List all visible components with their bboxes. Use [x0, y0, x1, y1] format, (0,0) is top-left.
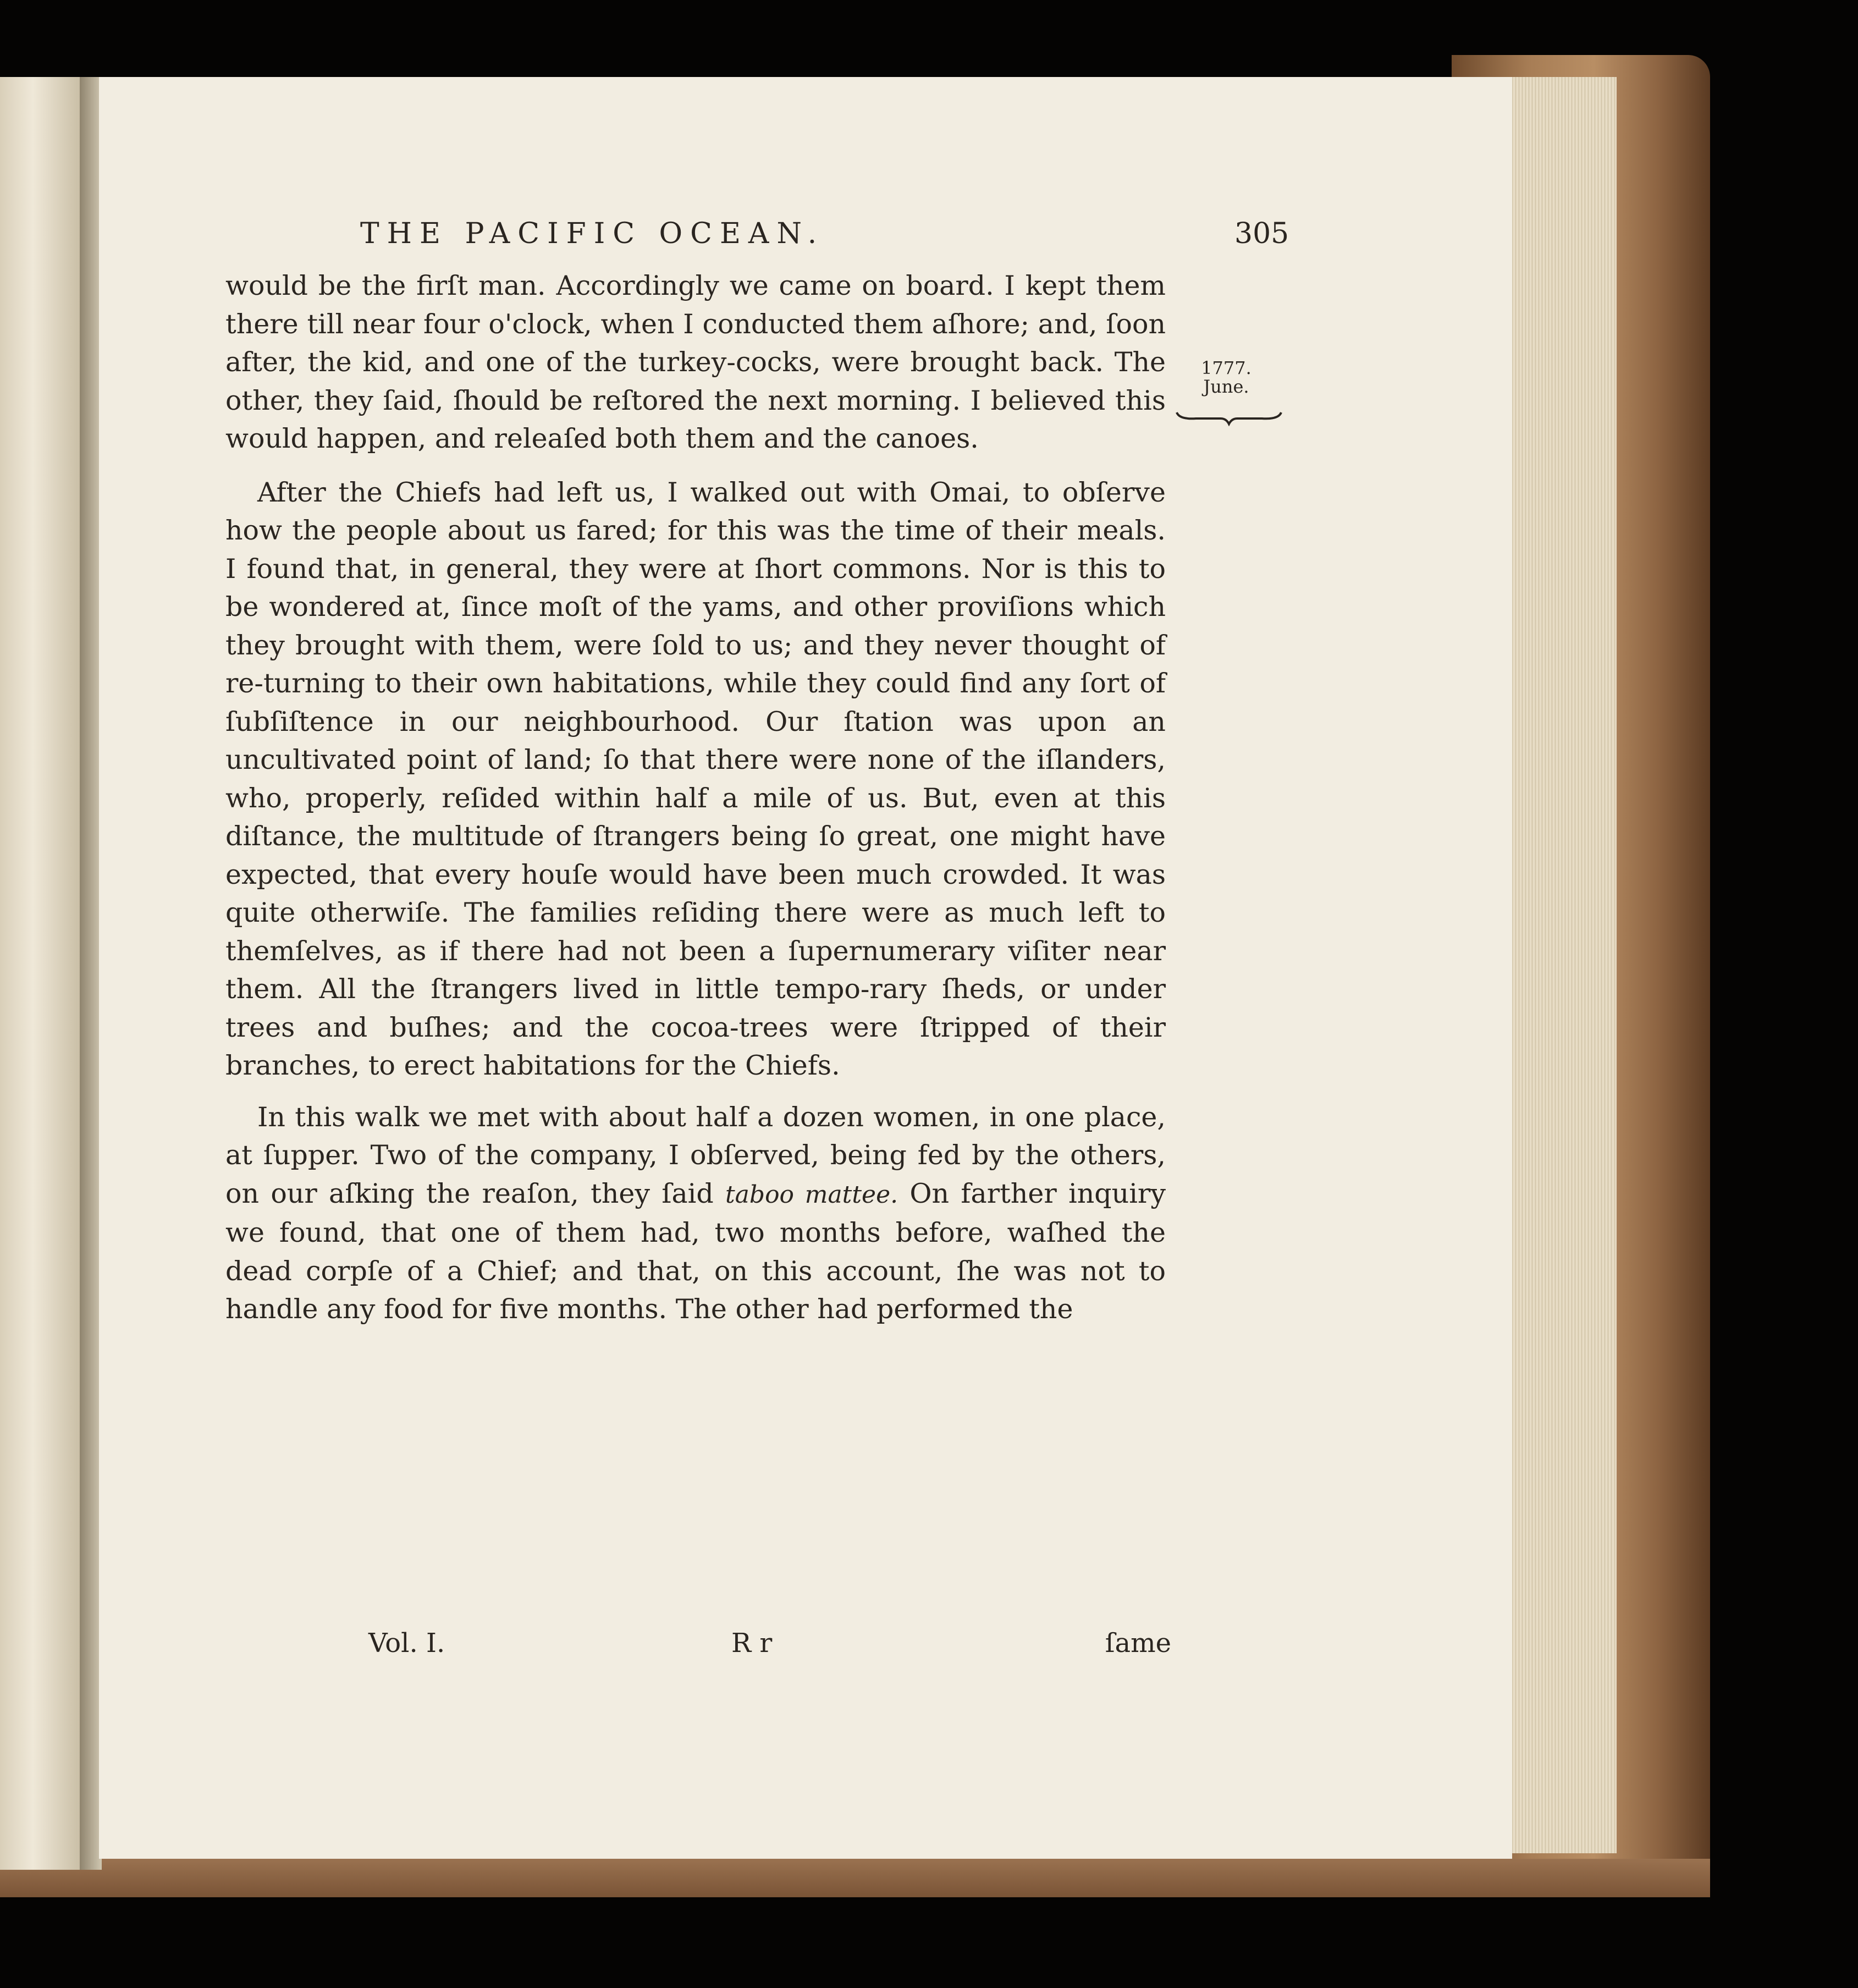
volume-label: Vol. I.: [368, 1628, 445, 1659]
paragraph-3-text-after: On farther inquiry we found, that one of them had, two months before, waſhed the dead corpſe of a Chief; and that, on this account, ſhe was not to handle any food for five months. The other had performed the: [225, 1177, 1166, 1325]
paragraph-3-italic: taboo mattee.: [725, 1180, 898, 1209]
running-head: [225, 217, 1289, 267]
paragraph-2: After the Chiefs had left us, I walked out with Omai, to obſerve how the people about us fared; for this was the time of their meals. I found that, in general, they were at ſhort commons. Nor is this to be wondered at, ſince moſt of the yams, and other proviſions which they brought with them, were ſold to us; and they never thought of re-turning to their own habitations, while they could find any ſort of ſubſiſtence in our neighbourhood. Our ſtation was upon an uncultivated point of land; ſo that there were none of the iſlanders, who, properly, reſided within half a mile of us. But, even at this diſtance, the multitude of ſtrangers being ſo great, one might have expected, that every houſe would have been much crowded. It was quite otherwiſe. The families reſiding there were as much left to themſelves, as if there had not been a ſupernumerary viſiter near them. All the ſtrangers lived in little tempo-rary ſheds, or under trees and buſhes; and the cocoa-trees were ſtripped of their branches, to erect habitations for the Chiefs.: [225, 476, 1166, 1081]
margin-date-note: [1171, 359, 1281, 396]
margin-year: 1777.: [1201, 357, 1251, 378]
running-title: THE PACIFIC OCEAN.: [360, 217, 825, 250]
left-page-edge: [0, 77, 82, 1870]
page-number: 305: [1234, 217, 1289, 250]
signature-mark: R r: [731, 1628, 773, 1659]
leather-cover-bottom: [0, 1859, 1710, 1897]
paragraph-3-text-before: In this walk we met with about half a dozen women, in one place, at ſupper. Two of the company, I obſerved, being fed by the others, on our aſking the reaſon, they ſaid: [225, 1101, 1166, 1209]
page-footer: [269, 1628, 1171, 1666]
paragraph-3: [225, 1098, 1166, 1329]
catchword: ſame: [1105, 1628, 1171, 1659]
body-text: [225, 267, 1166, 1329]
margin-month: June.: [1203, 376, 1249, 397]
margin-brace: [1174, 410, 1284, 426]
gutter: [80, 77, 102, 1870]
page-block-edges: [1507, 77, 1617, 1853]
paragraph-1: would be the firſt man. Accordingly we came on board. I kept them there till near four o'clock, when I conducted them aſhore; and, ſoon after, the kid, and one of the turkey-cocks, were brought back. The other, they ſaid, ſhould be reſtored the next morning. I believed this would happen, and releaſed both them and the canoes.: [225, 270, 1166, 454]
